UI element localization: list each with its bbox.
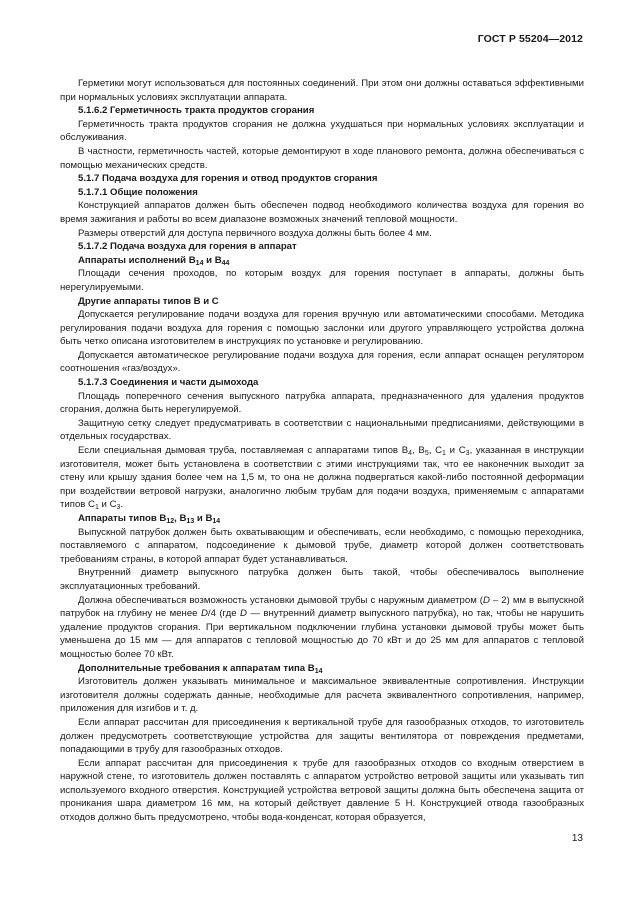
paragraph: Площадь поперечного сечения выпускного патрубка аппарата, предназначенного для удаления продуктов сгорания, должна быть нерегулируемой. [60, 390, 584, 416]
paragraph: Внутренний диаметр выпускного патрубка должен быть такой, чтобы обеспечивалось выполнение эксплуатационных требований. [60, 567, 584, 592]
document-body [60, 77, 584, 825]
paragraph: Если аппарат рассчитан для присоединения к вертикальной трубе для газообразных отходов, то изготовитель должен предусмотреть соответствующие устройства для защиты вентилятора от повреждения предметами, попадающими в трубу для газообразных отходов. [60, 716, 584, 756]
document-header: ГОСТ Р 55204—2012 [477, 33, 583, 45]
section-heading: 5.1.7.1 Общие положения [78, 186, 198, 198]
section-heading: Другие аппараты типов B и C [78, 295, 219, 307]
section-heading: Аппараты исполнений $B_{14}$ и $B_{44}$ [78, 254, 230, 267]
paragraph: Конструкцией аппаратов должен быть обеспечен подвод необходимого количества воздуха для горения во время зажигания и работы во всем диапазоне возможных значений тепловой мощности. [60, 200, 584, 225]
page-number: 13 [571, 833, 583, 844]
paragraph: Герметики могут использоваться для постоянных соединений. При этом они должны оставаться эффективными при нормальных условиях эксплуатации аппарата. [60, 78, 584, 103]
paragraph: Если аппарат рассчитан для присоединения к трубе для газообразных отходов со входным отверстием в наружной стене, то изготовитель должен поставлять с аппаратом устройство ветровой защиты или указывать тип используемого входного отверстия. Конструкцией устройства ветровой защиты должна быть обеспечена защита от проникания шара диаметром 16 мм, на который действует давление 5 Н. Конструкцией отвода газообразных отходов должно быть предусмотрено, чтобы вода-конденсат, которая образуется, [60, 757, 584, 824]
paragraph: Герметичность тракта продуктов сгорания не должна ухудшаться при нормальных условиях эксплуатации и обслуживания. [60, 118, 584, 144]
paragraph: Допускается регулирование подачи воздуха для горения вручную или автоматическими способами. Методика регулирования подачи воздуха для горения с помощью заслонки или другого управляющего устройства должна быть четко описана изготовителем в инструкциях по установке и регулированию. [60, 309, 584, 348]
paragraph: Изготовитель должен указывать минимальное и максимальное эквивалентные сопротивления. Инструкции изготовителя должны содержать данные, необходимые для расчета эквивалентного сопротивления, например, приложения для изгибов и т. д. [60, 676, 584, 715]
paragraph: Допускается автоматическое регулирование подачи воздуха для горения, если аппарат оснащен регулятором соотношения «газ/воздух». [60, 349, 584, 375]
paragraph: Защитную сетку следует предусматривать в соответствии с национальными предписаниями, действующими в отдельных государствах. [60, 417, 584, 443]
section-heading: 5.1.6.2 Герметичность тракта продуктов сгорания [78, 105, 315, 117]
paragraph: Если специальная дымовая труба, поставляемая с аппаратами типов $B_4$, $B_5$, $C_1$ и $C_3$, указанная в инструкции изготовителя, может быть установлена в соответствии с этими инструкциями так, что ее наконечник выходит за стену или крышу здания более чем на 1,5 м, то она не должна подвергаться какой-либо постоянной деформации при воздействии ветровой нагрузки, аналогично любым трубам для подачи воздуха, применяемым с аппаратами типов $C_1$ и $C_3$. [60, 445, 585, 512]
section-heading: Аппараты типов $B_{12}$, $B_{13}$ и $B_{14}$ [78, 513, 221, 525]
section-heading: 5.1.7 Подача воздуха для горения и отвод продуктов сгорания [78, 173, 378, 185]
paragraph: Размеры отверстий для доступа первичного воздуха должны быть более 4 мм. [78, 227, 432, 239]
section-heading: 5.1.7.2 Подача воздуха для горения в аппарат [78, 241, 297, 253]
paragraph: Площади сечения проходов, по которым воздух для горения поступает в аппараты, должны быть нерегулируемыми. [60, 268, 584, 293]
section-heading: 5.1.7.3 Соединения и части дымохода [78, 377, 259, 389]
section-heading: Дополнительные требования к аппаратам типа $B_{14}$ [78, 662, 323, 675]
paragraph: В частности, герметичность частей, которые демонтируют в ходе планового ремонта, должна обеспечиваться с помощью механических средств. [60, 145, 584, 171]
paragraph: Должна обеспечиваться возможность установки дымовой трубы с наружным диаметром (D – 2) мм в выпускной патрубок на глубину не менее D/4 (где D — внутренний диаметр выпускного патрубка), но так, чтобы не нарушить удаление продуктов сгорания. При вертикальном подключении глубина установки дымовой трубы может быть уменьшена до 15 мм — для аппаратов с тепловой мощностью до 70 кВт и до 25 мм для аппаратов с тепловой мощностью более 70 кВт. [60, 594, 585, 660]
paragraph: Выпускной патрубок должен быть охватывающим и обеспечивать, если необходимо, с помощью переходника, поставляемого с аппаратом, подсоединение к дымовой трубе, диаметр которой должен соответствовать требованиям страны, в которой аппарат будет устанавливаться. [60, 526, 584, 565]
